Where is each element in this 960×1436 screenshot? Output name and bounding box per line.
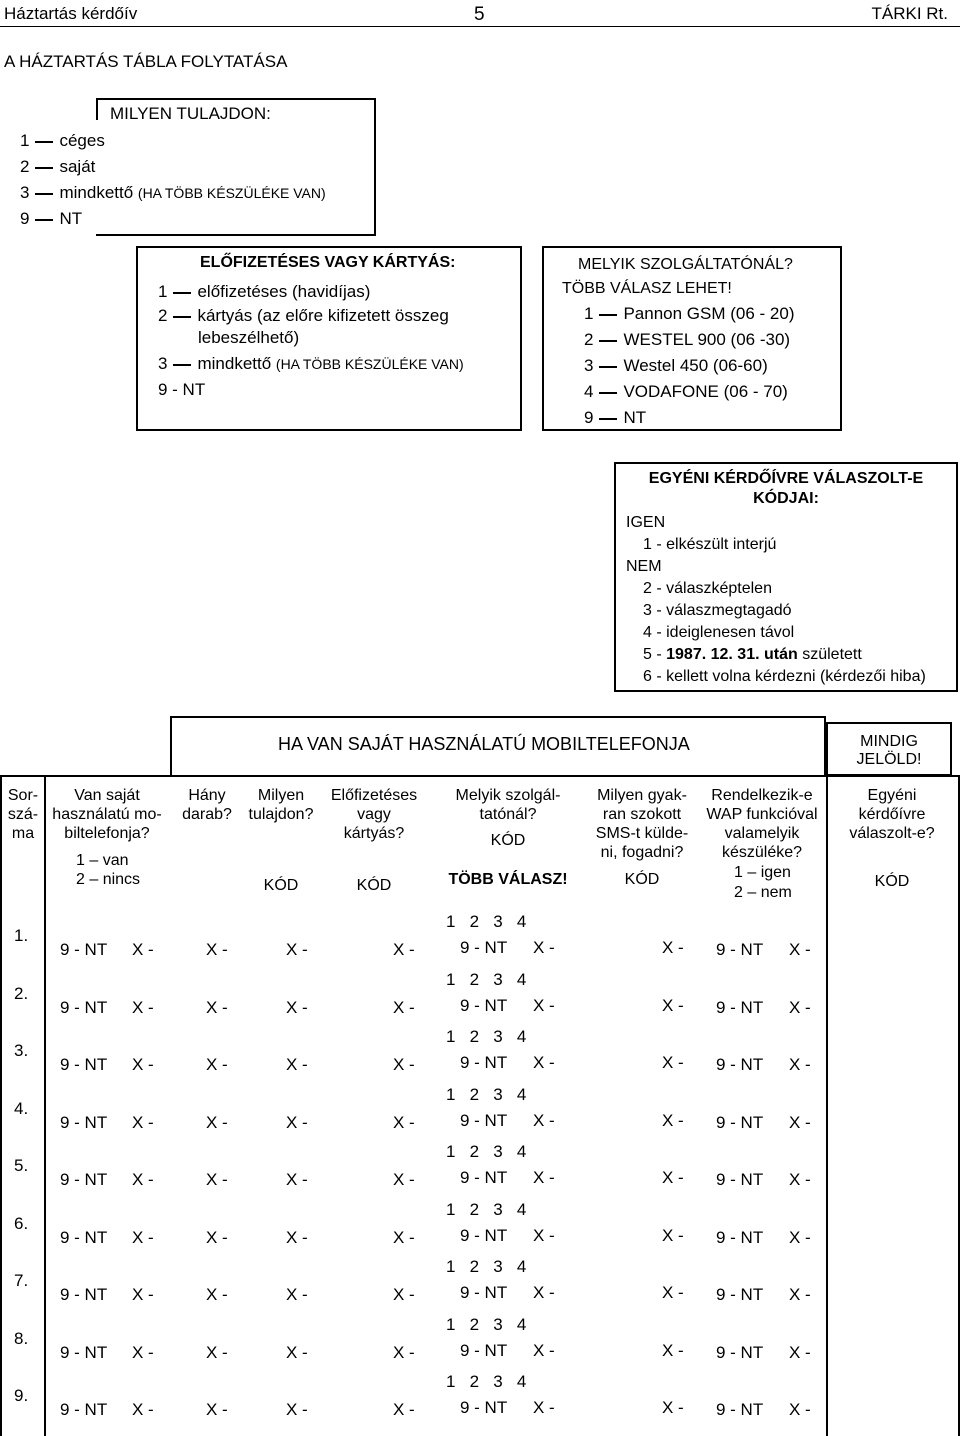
hany-x: X - bbox=[132, 1400, 154, 1419]
provider-options: 1 2 3 4 bbox=[446, 1027, 527, 1046]
melyik-nt: 9 - NT bbox=[460, 1053, 508, 1072]
elofiz-x: X - bbox=[286, 1285, 308, 1304]
wap-nt: 9 - NT bbox=[716, 1055, 764, 1074]
sms-x: X - bbox=[662, 1111, 684, 1130]
wap-x: X - bbox=[789, 1400, 811, 1419]
sms-kod: KÓD bbox=[624, 871, 660, 888]
melyik-x: X - bbox=[533, 1111, 555, 1130]
elofiz-x2: X - bbox=[393, 1055, 415, 1074]
melyik-nt: 9 - NT bbox=[460, 1226, 508, 1245]
melyik-nt: 9 - NT bbox=[460, 1111, 508, 1130]
provider-options: 1 2 3 4 bbox=[446, 1142, 527, 1161]
wap-x: X - bbox=[789, 940, 811, 959]
wap-nt: 9 - NT bbox=[716, 940, 764, 959]
sms-x: X - bbox=[662, 1398, 684, 1417]
provider-option: 4 VODAFONE (06 - 70) bbox=[584, 382, 788, 401]
codes-title: EGYÉNI KÉRDŐÍVRE VÁLASZOLT-E bbox=[648, 470, 924, 487]
elofiz-x2: X - bbox=[393, 1343, 415, 1362]
milyen-x: X - bbox=[206, 1055, 228, 1074]
elofiz-x: X - bbox=[286, 1055, 308, 1074]
melyik-x: X - bbox=[533, 996, 555, 1015]
melyik-x: X - bbox=[533, 1168, 555, 1187]
subscription-box bbox=[136, 246, 522, 431]
wap-x: X - bbox=[789, 1228, 811, 1247]
melyik-kod: KÓD bbox=[490, 832, 526, 849]
elofiz-x2: X - bbox=[393, 1228, 415, 1247]
van-option: 2 – nincs bbox=[76, 871, 141, 888]
codes-igen: IGEN bbox=[626, 514, 666, 531]
milyen-x: X - bbox=[206, 1285, 228, 1304]
provider-options: 1 2 3 4 bbox=[446, 912, 527, 931]
wap-nt: 9 - NT bbox=[716, 1343, 764, 1362]
melyik-x: X - bbox=[533, 1226, 555, 1245]
row-number: 5. bbox=[14, 1156, 29, 1175]
sms-x: X - bbox=[662, 1053, 684, 1072]
melyik-nt: 9 - NT bbox=[460, 1398, 508, 1417]
melyik-nt: 9 - NT bbox=[460, 1283, 508, 1302]
subscription-option: 3 mindkettő (HA TÖBB KÉSZÜLÉKE VAN) bbox=[158, 354, 464, 373]
melyik-tobb: TÖBB VÁLASZ! bbox=[448, 871, 568, 888]
elofiz-x2: X - bbox=[393, 1285, 415, 1304]
van-option: 1 – van bbox=[76, 852, 129, 869]
jelold-label: JELÖLD! bbox=[856, 751, 922, 768]
codes-item: 1 - elkészült interjú bbox=[643, 536, 777, 553]
provider-option: 1 Pannon GSM (06 - 20) bbox=[584, 304, 795, 323]
hany-x: X - bbox=[132, 1285, 154, 1304]
wap-x: X - bbox=[789, 1113, 811, 1132]
elofiz-x: X - bbox=[286, 1400, 308, 1419]
header-rule bbox=[0, 26, 960, 27]
codes-item: 3 - válaszmegtagadó bbox=[643, 602, 792, 619]
wap-nt: 9 - NT bbox=[716, 998, 764, 1017]
header-sorszama: Sor- szá- ma bbox=[7, 787, 39, 842]
hany-x: X - bbox=[132, 1055, 154, 1074]
hany-x: X - bbox=[132, 1343, 154, 1362]
sms-x: X - bbox=[662, 996, 684, 1015]
elofiz-x: X - bbox=[286, 998, 308, 1017]
wap-nt: 9 - NT bbox=[716, 1170, 764, 1189]
codes-item: 2 - válaszképtelen bbox=[643, 580, 772, 597]
codes-item: 6 - kellett volna kérdezni (kérdezői hiba) bbox=[643, 668, 926, 685]
milyen-x: X - bbox=[206, 1113, 228, 1132]
codes-item: 4 - ideiglenesen távol bbox=[643, 624, 795, 641]
mindig-label: MINDIG bbox=[860, 733, 918, 750]
van-nt: 9 - NT bbox=[60, 1170, 108, 1189]
melyik-x: X - bbox=[533, 1283, 555, 1302]
melyik-x: X - bbox=[533, 1053, 555, 1072]
header-egyeni: Egyéni kérdőívre válaszolt-e? bbox=[849, 787, 935, 842]
provider-options: 1 2 3 4 bbox=[446, 970, 527, 989]
sms-x: X - bbox=[662, 1168, 684, 1187]
row-number: 7. bbox=[14, 1271, 29, 1290]
header-sms: Milyen gyak- ran szokott SMS-t külde- ni, fogadni? bbox=[595, 787, 689, 861]
wap-option: 2 – nem bbox=[734, 884, 792, 901]
provider-options: 1 2 3 4 bbox=[446, 1372, 527, 1391]
wap-nt: 9 - NT bbox=[716, 1285, 764, 1304]
codes-nem: NEM bbox=[626, 558, 662, 575]
section-title: A HÁZTARTÁS TÁBLA FOLYTATÁSA bbox=[4, 52, 288, 71]
elofiz-x2: X - bbox=[393, 998, 415, 1017]
provider-options: 1 2 3 4 bbox=[446, 1257, 527, 1276]
row-number: 8. bbox=[14, 1329, 29, 1348]
header-melyik: Melyik szolgál- tatónál? bbox=[455, 787, 561, 823]
hany-x: X - bbox=[132, 1170, 154, 1189]
melyik-x: X - bbox=[533, 938, 555, 957]
milyen-kod: KÓD bbox=[263, 877, 299, 894]
subscription-nt: 9 - NT bbox=[158, 380, 206, 399]
elofiz-x: X - bbox=[286, 1113, 308, 1132]
milyen-x: X - bbox=[206, 998, 228, 1017]
ownership-option: 1 céges bbox=[20, 131, 105, 150]
row-number: 6. bbox=[14, 1214, 29, 1233]
page-number: 5 bbox=[474, 4, 485, 25]
ownership-option: 9 NT bbox=[20, 209, 83, 228]
van-nt: 9 - NT bbox=[60, 1285, 108, 1304]
elofiz-x2: X - bbox=[393, 940, 415, 959]
wap-x: X - bbox=[789, 1170, 811, 1189]
row-number: 3. bbox=[14, 1041, 29, 1060]
hany-x: X - bbox=[132, 940, 154, 959]
header-milyen: Milyen tulajdon? bbox=[248, 787, 314, 823]
elofiz-x2: X - bbox=[393, 1400, 415, 1419]
elofiz-x: X - bbox=[286, 1170, 308, 1189]
elofiz-x2: X - bbox=[393, 1113, 415, 1132]
provider-options: 1 2 3 4 bbox=[446, 1085, 527, 1104]
wap-x: X - bbox=[789, 998, 811, 1017]
subscription-option: 1 előfizetéses (havidíjas) bbox=[158, 282, 371, 301]
elofiz-x: X - bbox=[286, 1228, 308, 1247]
elofiz-x2: X - bbox=[393, 1170, 415, 1189]
doc-header-right: TÁRKI Rt. bbox=[871, 4, 948, 23]
milyen-x: X - bbox=[206, 1228, 228, 1247]
wap-nt: 9 - NT bbox=[716, 1400, 764, 1419]
table-banner: HA VAN SAJÁT HASZNÁLATÚ MOBILTELEFONJA bbox=[278, 734, 690, 754]
wap-nt: 9 - NT bbox=[716, 1113, 764, 1132]
doc-header-left: Háztartás kérdőív bbox=[4, 4, 138, 23]
provider-option: 2 WESTEL 900 (06 -30) bbox=[584, 330, 791, 349]
van-nt: 9 - NT bbox=[60, 998, 108, 1017]
melyik-nt: 9 - NT bbox=[460, 938, 508, 957]
milyen-x: X - bbox=[206, 1170, 228, 1189]
ownership-option: 2 saját bbox=[20, 157, 96, 176]
elofiz-x: X - bbox=[286, 1343, 308, 1362]
van-nt: 9 - NT bbox=[60, 1400, 108, 1419]
van-nt: 9 - NT bbox=[60, 940, 108, 959]
van-nt: 9 - NT bbox=[60, 1055, 108, 1074]
wap-x: X - bbox=[789, 1285, 811, 1304]
codes-title-2: KÓDJAI: bbox=[753, 490, 819, 507]
sms-x: X - bbox=[662, 938, 684, 957]
egyeni-kod: KÓD bbox=[874, 873, 910, 890]
codes-item: 5 - 1987. 12. 31. után született bbox=[643, 646, 862, 663]
provider-option: 3 Westel 450 (06-60) bbox=[584, 356, 768, 375]
van-nt: 9 - NT bbox=[60, 1343, 108, 1362]
melyik-nt: 9 - NT bbox=[460, 1341, 508, 1360]
wap-x: X - bbox=[789, 1055, 811, 1074]
sms-x: X - bbox=[662, 1226, 684, 1245]
elofiz-kod: KÓD bbox=[356, 877, 392, 894]
van-nt: 9 - NT bbox=[60, 1113, 108, 1132]
ownership-option: 3 mindkettő (HA TÖBB KÉSZÜLÉKE VAN) bbox=[20, 183, 326, 202]
subscription-title: ELŐFIZETÉSES VAGY KÁRTYÁS: bbox=[200, 254, 456, 271]
melyik-x: X - bbox=[533, 1398, 555, 1417]
provider-options: 1 2 3 4 bbox=[446, 1200, 527, 1219]
header-van: Van saját használatú mo- biltelefonja? bbox=[52, 787, 162, 842]
van-nt: 9 - NT bbox=[60, 1228, 108, 1247]
sms-x: X - bbox=[662, 1341, 684, 1360]
row-number: 9. bbox=[14, 1386, 29, 1405]
elofiz-x: X - bbox=[286, 940, 308, 959]
wap-option: 1 – igen bbox=[734, 864, 791, 881]
milyen-x: X - bbox=[206, 1400, 228, 1419]
wap-x: X - bbox=[789, 1343, 811, 1362]
row-number: 1. bbox=[14, 926, 29, 945]
header-hany: Hány darab? bbox=[182, 787, 232, 823]
melyik-nt: 9 - NT bbox=[460, 1168, 508, 1187]
provider-title: MELYIK SZOLGÁLTATÓNÁL? bbox=[578, 256, 793, 273]
subscription-option: 2 kártyás (az előre kifizetett összeg bbox=[158, 306, 449, 325]
subscription-option-cont: lebeszélhető) bbox=[198, 328, 300, 347]
hany-x: X - bbox=[132, 998, 154, 1017]
ownership-title: MILYEN TULAJDON: bbox=[110, 104, 271, 123]
provider-options: 1 2 3 4 bbox=[446, 1315, 527, 1334]
hany-x: X - bbox=[132, 1228, 154, 1247]
provider-note: TÖBB VÁLASZ LEHET! bbox=[562, 280, 732, 297]
wap-nt: 9 - NT bbox=[716, 1228, 764, 1247]
milyen-x: X - bbox=[206, 940, 228, 959]
row-number: 4. bbox=[14, 1099, 29, 1118]
provider-option: 9 NT bbox=[584, 408, 647, 427]
hany-x: X - bbox=[132, 1113, 154, 1132]
row-number: 2. bbox=[14, 984, 29, 1003]
header-wap: Rendelkezik-e WAP funkcióval valamelyik készüléke? bbox=[706, 787, 818, 861]
melyik-nt: 9 - NT bbox=[460, 996, 508, 1015]
melyik-x: X - bbox=[533, 1341, 555, 1360]
header-elofiz: Előfizetéses vagy kártyás? bbox=[330, 787, 418, 842]
milyen-x: X - bbox=[206, 1343, 228, 1362]
sms-x: X - bbox=[662, 1283, 684, 1302]
